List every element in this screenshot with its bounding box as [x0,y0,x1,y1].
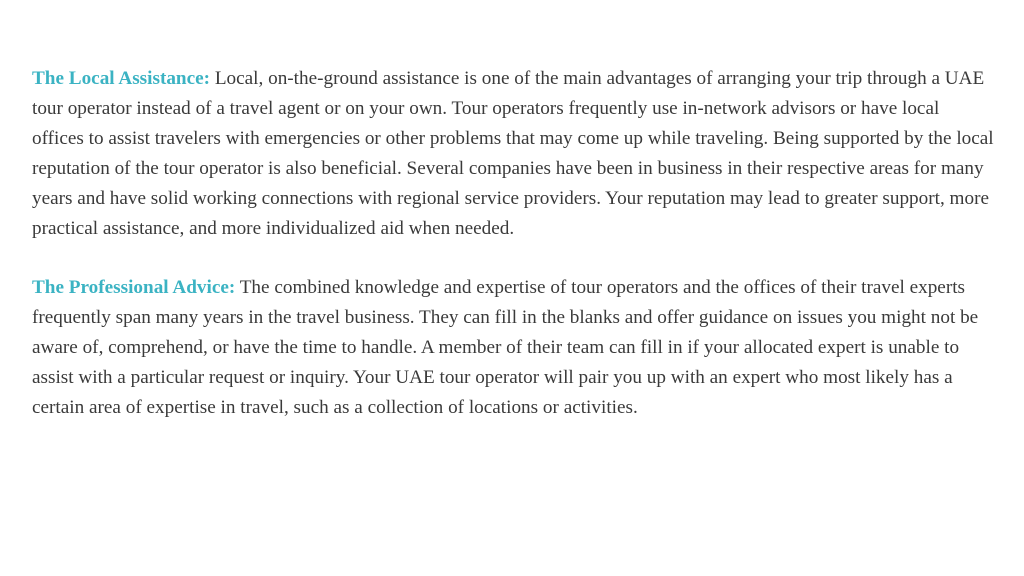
section-body-professional-advice: The combined knowledge and expertise of tour operators and the offices of their travel experts frequently span many years in the travel business. They can fill in the blanks and offer guidance on issues you might not be aware of, comprehend, or have the time to handle. A member of their team can fill in if your allocated expert is unable to assist with a particular request or inquiry. Your UAE tour operator will pair you up with an expert who most likely has a certain area of expertise in travel, such as a collection of locations or activities. [32,277,979,419]
paragraph-professional-advice [32,273,994,423]
content-slide [32,64,994,423]
section-heading-professional-advice: The Professional Advice: [32,277,236,299]
section-heading-local-assistance: The Local Assistance: [32,68,211,89]
section-body-local-assistance: Local, on-the-ground assistance is one of the main advantages of arranging your trip through a UAE tour operator instead of a travel agent or on your own. Tour operators frequently use in-network advisors or have local offices to assist travelers with emergencies or other problems that may come up while traveling. Being supported by the local reputation of the tour operator is also beneficial. Several companies have been in business in their respective areas for many years and have solid working connections with regional service providers. Your reputation may lead to greater support, more practical assistance, and more individualized aid when needed. [32,68,994,239]
paragraph-local-assistance [32,64,994,243]
